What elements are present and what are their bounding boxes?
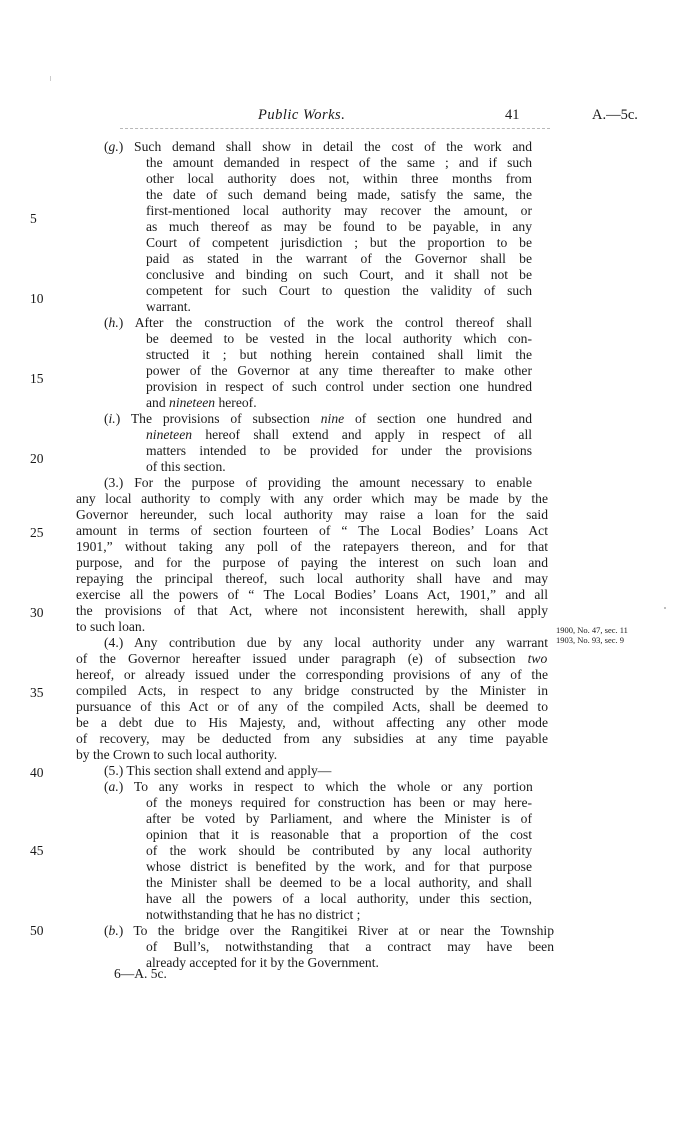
text-line: paid as stated in the warrant of the Governor shall be — [146, 251, 532, 266]
text-line: provision in respect of such control under section one hundred — [146, 379, 532, 394]
signature-mark: 6—A. 5c. — [114, 966, 167, 981]
text-line: (3.) For the purpose of providing the amount necessary to enable — [104, 475, 532, 490]
text-line: already accepted for it by the Government. — [146, 955, 379, 970]
text-line: Governor hereunder, such local authority may raise a loan for the said — [76, 507, 548, 522]
page-number: 41 — [505, 107, 520, 123]
sidenote: 1900, No. 47, sec. 11 — [556, 625, 628, 635]
text-line: other local authority does not, within three months from — [146, 171, 532, 186]
text-line: pursuance of this Act or of any of the compiled Acts, shall be deemed to — [76, 699, 548, 714]
text-line: of this section. — [146, 459, 226, 474]
text-line: whose district is benefited by the work, and for that purpose — [146, 859, 532, 874]
text-line: (4.) Any contribution due by any local authority under any warrant — [104, 635, 548, 650]
text-line: (a.) To any works in respect to which the whole or any portion — [104, 779, 533, 794]
line-number: 40 — [30, 765, 44, 780]
text-line: and nineteen hereof. — [146, 395, 257, 410]
text-line: after be voted by Parliament, and where the Minister is of — [146, 811, 532, 826]
text-line: notwithstanding that he has no district ; — [146, 907, 361, 922]
text-line: purpose, and for the purpose of paying the interest on such loan and — [76, 555, 548, 570]
running-title: Public Works. — [258, 107, 346, 123]
line-number: 5 — [30, 211, 37, 226]
document-reference: A.—5c. — [592, 107, 638, 123]
text-line: any local authority to comply with any order which may be made by the — [76, 491, 548, 506]
text-line: (h.) After the construction of the work the control thereof shall — [104, 315, 533, 330]
text-line: structed it ; but nothing herein contained shall limit the — [146, 347, 532, 362]
line-number: 35 — [30, 685, 44, 700]
text-line: nineteen hereof shall extend and apply in respect of all — [146, 427, 532, 442]
text-line: amount in terms of section fourteen of “ The Local Bodies’ Loans Act — [76, 523, 548, 538]
text-line: of the Governor hereafter issued under paragraph (e) of subsection two — [76, 651, 548, 666]
text-line: of recovery, may be deducted from any subsidies at any time payable — [76, 731, 548, 746]
scan-mark — [664, 607, 666, 609]
text-line: be deemed to be vested in the local authority which con- — [146, 331, 532, 346]
header-rule — [120, 128, 550, 129]
text-line: warrant. — [146, 299, 191, 314]
text-line: compiled Acts, in respect to any bridge constructed by the Minister in — [76, 683, 548, 698]
text-line: the Minister shall be deemed to be a local authority, and shall — [146, 875, 532, 890]
line-number: 15 — [30, 371, 44, 386]
text-line: by the Crown to such local authority. — [76, 747, 278, 762]
text-line: of Bull’s, notwithstanding that a contract may have been — [146, 939, 554, 954]
line-number: 20 — [30, 451, 44, 466]
text-line: (b.) To the bridge over the Rangitikei River at or near the Township — [104, 923, 555, 938]
text-line: of the moneys required for construction has been or may here- — [146, 795, 532, 810]
text-line: (5.) This section shall extend and apply— — [104, 763, 332, 778]
text-line: the date of such demand being made, satisfy the same, the — [146, 187, 532, 202]
text-line: matters intended to be provided for under the provisions — [146, 443, 532, 458]
line-number: 10 — [30, 291, 44, 306]
text-line: 1901,” without taking any poll of the ratepayers thereon, and for that — [76, 539, 548, 554]
text-line: Court of competent jurisdiction ; but the proportion to be — [146, 235, 532, 250]
text-line: conclusive and binding on such Court, and it shall not be — [146, 267, 532, 282]
text-line: repaying the principal thereof, such local authority shall have and may — [76, 571, 548, 586]
line-number: 45 — [30, 843, 44, 858]
scan-mark — [50, 76, 51, 81]
text-line: competent for such Court to question the validity of such — [146, 283, 532, 298]
text-line: power of the Governor at any time thereafter to make other — [146, 363, 532, 378]
text-line: (g.) Such demand shall show in detail the cost of the work and — [104, 139, 533, 154]
text-line: be a debt due to His Majesty, and, without affecting any other mode — [76, 715, 548, 730]
sidenote: 1903, No. 93, sec. 9 — [556, 635, 624, 645]
text-line: to such loan. — [76, 619, 146, 634]
text-line: the amount demanded in respect of the same ; and if such — [146, 155, 532, 170]
text-line: have all the powers of a local authority, under this section, — [146, 891, 532, 906]
line-number: 30 — [30, 605, 44, 620]
text-line: exercise all the powers of “ The Local Bodies’ Loans Act, 1901,” and all — [76, 587, 548, 602]
line-number: 50 — [30, 923, 44, 938]
text-line: hereof, or already issued under the corresponding provisions of any of the — [76, 667, 548, 682]
text-line: the provisions of that Act, where not inconsistent herewith, shall apply — [76, 603, 548, 618]
text-line: (i.) The provisions of subsection nine of section one hundred and — [104, 411, 533, 426]
text-line: of the work should be contributed by any local authority — [146, 843, 532, 858]
text-line: first-mentioned local authority may recover the amount, or — [146, 203, 532, 218]
text-line: as much thereof as may be found to be payable, in any — [146, 219, 532, 234]
line-number: 25 — [30, 525, 44, 540]
text-line: opinion that it is reasonable that a proportion of the cost — [146, 827, 532, 842]
